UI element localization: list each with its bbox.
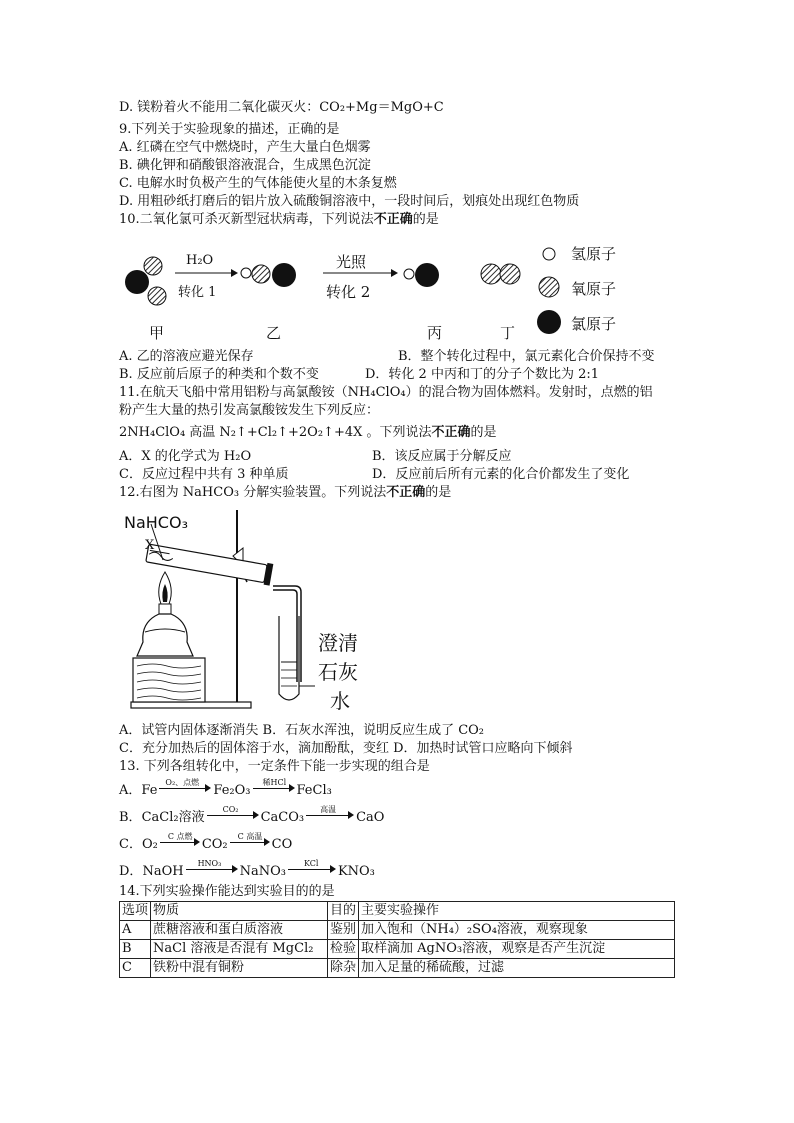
table-row [120, 921, 675, 940]
q13-a-cond2: 稀HCl [262, 778, 287, 787]
q13-a-s3: FeCl₃ [296, 783, 332, 798]
q12-stem-post: 的是 [425, 485, 452, 500]
label-limewater-3: 水 [330, 689, 350, 713]
q13-b-cond2: 高温 [320, 805, 337, 814]
q13-c-s1: O₂ [141, 837, 158, 852]
step2-label: 转化 2 [326, 283, 371, 301]
q13-a-prefix: A． [119, 783, 142, 798]
molecule-ding [481, 264, 520, 284]
q10-option-b: B．整个转化过程中，氯元素化合价保持不变 [398, 349, 655, 364]
q13-c-cond1: C 点燃 [167, 832, 193, 841]
q10-stem-emphasis: 不正确 [373, 212, 413, 227]
q13-c-arrow2 [228, 834, 272, 848]
q10-stem-post: 的是 [412, 212, 439, 227]
q12-options-ab: A．试管内固体逐渐消失 B．石灰水浑浊，说明反应生成了 CO₂ [119, 723, 485, 738]
label-x: X [145, 538, 155, 553]
arrow-step-1 [175, 269, 238, 277]
q11-option-c: C．反应过程中共有 3 种单质 [119, 467, 289, 482]
legend [537, 248, 561, 334]
q13-option-a [119, 780, 332, 800]
cell-substance: 蔗糖溶液和蛋白质溶液 [151, 921, 328, 940]
q10-option-c: B. 反应前后原子的种类和个数不变 [119, 367, 319, 382]
q9-option-a: A. 红磷在空气中燃烧时，产生大量白色烟雾 [119, 140, 371, 155]
q10-option-d: D．转化 2 中丙和丁的分子个数比为 2:1 [365, 367, 600, 382]
legend-hydrogen: 氢原子 [571, 245, 617, 263]
q11-option-a: A．X 的化学式为 H₂O [119, 449, 252, 464]
molecule-bing [404, 263, 439, 287]
q9-option-c: C. 电解水时负极产生的气体能使火星的木条复燃 [119, 176, 397, 191]
q13-a-s2: Fe₂O₃ [213, 783, 251, 798]
q9-option-d: D. 用粗砂纸打磨后的铝片放入硫酸铜溶液中，一段时间后，划痕处出现红色物质 [119, 194, 580, 209]
legend-chlorine: 氯原子 [571, 315, 617, 333]
q10-stem-pre: 10.二氧化氯可杀灭新型冠状病毒，下列说法 [119, 212, 374, 227]
q12-stem [119, 484, 451, 502]
q13-a-arrow1 [157, 780, 213, 794]
label-ding: 丁 [500, 324, 516, 342]
q12-stem-emphasis: 不正确 [386, 485, 426, 500]
q11-equation-line [119, 424, 497, 442]
q13-c-s3: CO [271, 837, 293, 852]
molecule-yi [241, 263, 296, 287]
cell-substance: NaCl 溶液是否混有 MgCl₂ [151, 940, 328, 959]
table-header-row [120, 902, 675, 921]
molecule-jia [125, 257, 166, 305]
table-row [120, 940, 675, 959]
legend-oxygen: 氧原子 [571, 280, 617, 298]
q13-d-arrow1 [184, 861, 240, 875]
q12-options-cd: C．充分加热后的固体溶于水，滴加酚酞，变红 D．加热时试管口应略向下倾斜 [119, 741, 573, 756]
label-jia: 甲 [149, 324, 165, 342]
q11-line2: 粉产生大量的热引发高氯酸铵发生下列反应： [119, 403, 380, 418]
q13-b-arrow1 [205, 807, 261, 821]
q13-b-s3: CaO [356, 810, 385, 825]
q11-equation: 2NH₄ClO₄ 高温 N₂↑+Cl₂↑+2O₂↑+4X [119, 425, 363, 440]
q13-b-cond1: CO₂ [222, 805, 239, 814]
q13-a-cond1: O₂、点燃 [165, 778, 200, 787]
q13-c-s2: CO₂ [201, 837, 228, 852]
q13-option-c [119, 834, 292, 854]
q13-d-cond2: KCl [303, 859, 319, 868]
label-nahco3: NaHCO₃ [124, 513, 188, 532]
q13-b-arrow2 [304, 807, 356, 821]
q14-stem: 14.下列实验操作能达到实验目的的是 [119, 884, 335, 899]
q13-option-b [119, 807, 384, 827]
q13-d-cond1: HNO₃ [197, 859, 222, 868]
q11-option-d: D．反应前后所有元素的化合价都发生了变化 [372, 467, 630, 482]
q13-d-prefix: D． [119, 864, 143, 879]
cell-option: A [120, 921, 151, 940]
header-option: 选项 [120, 902, 151, 921]
label-bing: 丙 [427, 324, 443, 342]
header-purpose: 目的 [328, 902, 359, 921]
label-yi: 乙 [266, 324, 282, 342]
q13-c-prefix: C． [119, 837, 142, 852]
q9-option-b: B. 碘化钾和硝酸银溶液混合，生成黑色沉淀 [119, 158, 371, 173]
q11-eq-emphasis: 不正确 [431, 425, 471, 440]
cell-purpose: 除杂 [328, 959, 359, 978]
header-substance: 物质 [151, 902, 328, 921]
q13-b-s1: CaCl₂溶液 [141, 810, 205, 825]
cell-option: C [120, 959, 151, 978]
q13-b-s2: CaCO₃ [260, 810, 305, 825]
q13-c-cond2: C 高温 [237, 832, 263, 841]
label-limewater-2: 石灰 [318, 660, 358, 684]
q14-table [119, 901, 675, 978]
q8-option-d: D. 镁粉着火不能用二氧化碳灭火：CO₂+Mg＝MgO+C [119, 100, 444, 115]
q11-line1: 11.在航天飞船中常用铝粉与高氯酸铵（NH₄ClO₄）的混合物为固体燃料。发射时，点燃的铝 [119, 385, 653, 400]
q11-eq-post: 的是 [470, 425, 497, 440]
step2-condition: 光照 [336, 253, 367, 271]
q11-option-b: B．该反应属于分解反应 [372, 449, 512, 464]
q13-c-arrow1 [158, 834, 202, 848]
q10-stem [119, 211, 439, 229]
step1-label: 转化 1 [178, 285, 217, 300]
q13-a-arrow2 [251, 780, 297, 794]
q9-stem: 9.下列关于实验现象的描述，正确的是 [119, 122, 340, 137]
cell-operation: 取样滴加 AgNO₃溶液，观察是否产生沉淀 [359, 940, 675, 959]
q12-stem-pre: 12.右图为 NaHCO₃ 分解实验装置。下列说法 [119, 485, 387, 500]
q13-d-arrow2 [286, 861, 338, 875]
cell-option: B [120, 940, 151, 959]
cell-operation: 加入足量的稀硫酸，过滤 [359, 959, 675, 978]
table-row [120, 959, 675, 978]
cell-operation: 加入饱和（NH₄）₂SO₄溶液，观察现象 [359, 921, 675, 940]
cell-substance: 铁粉中混有铜粉 [151, 959, 328, 978]
q13-d-s2: NaNO₃ [239, 864, 286, 879]
q11-eq-post-pre: 。下列说法 [366, 425, 432, 440]
q13-stem: 13. 下列各组转化中，一定条件下能一步实现的组合是 [119, 759, 430, 774]
cell-purpose: 检验 [328, 940, 359, 959]
q13-d-s1: NaOH [142, 864, 184, 879]
q10-option-a: A. 乙的溶液应避光保存 [119, 349, 254, 364]
q13-a-s1: Fe [141, 783, 158, 798]
q13-b-prefix: B． [119, 810, 142, 825]
q13-d-s3: KNO₃ [337, 864, 375, 879]
q13-option-d [119, 861, 375, 881]
header-operation: 主要实验操作 [359, 902, 675, 921]
step1-reagent: H₂O [186, 253, 214, 268]
cell-purpose: 鉴别 [328, 921, 359, 940]
label-limewater-1: 澄清 [318, 631, 358, 655]
